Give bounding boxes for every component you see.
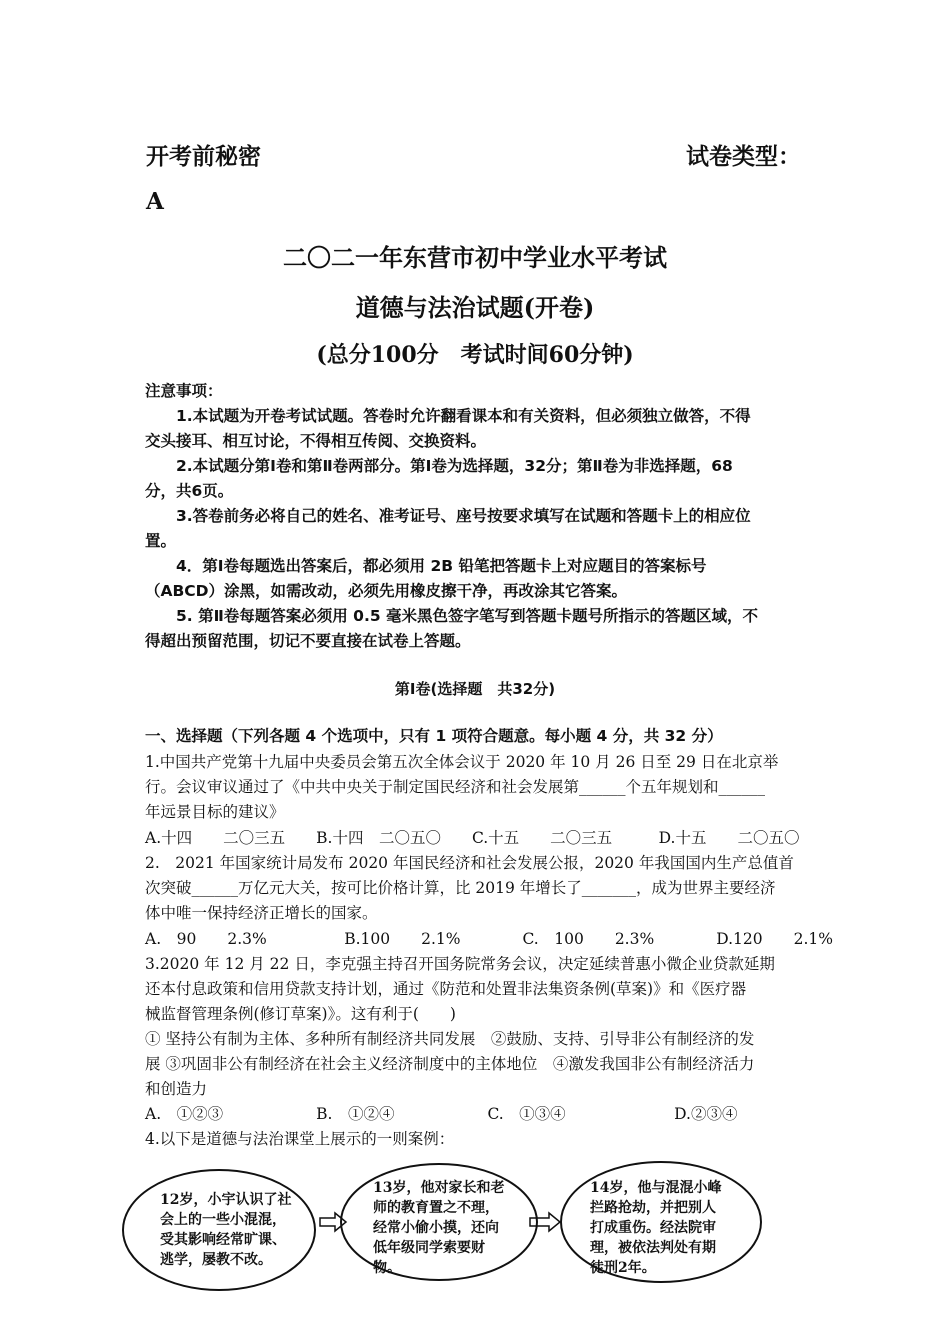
paper-type-label: 试卷类型：	[686, 143, 801, 170]
notice-line: 1.本试题为开卷考试试题。答卷时允许翻看课本和有关资料，但必须独立做答，不得	[176, 407, 751, 425]
question-line: 还本付息政策和信用贷款支持计划，通过《防范和处置非法集资条例(草案)》和《医疗器	[145, 980, 747, 998]
question-line: 1.中国共产党第十九届中央委员会第五次全体会议于 2020 年 10 月 26 日至 29 日在北京举	[145, 753, 779, 771]
paper-type-value: A	[146, 188, 164, 215]
question-line: 年远景目标的建议》	[145, 803, 285, 821]
notice-line: 2.本试题分第Ⅰ卷和第Ⅱ卷两部分。第Ⅰ卷为选择题，32分；第Ⅱ卷为非选择题，68	[176, 457, 733, 475]
question-options: A. 90 2.3% B.100 2.1% C. 100 2.3% D.120 2.1%	[145, 930, 833, 948]
notice-line: 4．第Ⅰ卷每题选出答案后，都必须用 2B 铅笔把答题卡上对应题目的答案标号	[176, 557, 707, 575]
notice-label: 注意事项：	[145, 382, 223, 400]
section1-title: 一、选择题（下列各题 4 个选项中，只有 1 项符合题意。每小题 4 分，共 32 分）	[145, 727, 723, 745]
question-line: 和创造力	[145, 1080, 208, 1098]
notice-line: 5. 第Ⅱ卷每题答案必须用 0.5 毫米黑色签字笔写到答题卡题号所指示的答题区域，不	[176, 607, 759, 625]
case-oval-3-text: 14岁，他与混混小峰 拦路抢劫，并把别人 打成重伤。经法院审 理，被依法判处有期 徒刑2年。	[590, 1180, 722, 1276]
notice-line: 交头接耳、相互讨论，不得相互传阅、交换资料。	[145, 432, 487, 450]
part1-title: 第Ⅰ卷(选择题 共32分)	[394, 680, 556, 698]
notice-line: 分，共6页。	[145, 482, 234, 500]
arrow-icon	[530, 1213, 560, 1231]
question-line: 械监督管理条例(修订草案)》。这有利于( )	[145, 1005, 456, 1023]
question-options: A.十四 二〇三五 B.十四 二〇五〇 C.十五 二〇三五 D.十五 二〇五〇	[145, 829, 800, 847]
question-line: ① 坚持公有制为主体、多种所有制经济共同发展 ②鼓励、支持、引导非公有制经济的发	[145, 1030, 755, 1048]
question-line: 3.2020 年 12 月 22 日，李克强主持召开国务院常务会议，决定延续普惠小微企业贷款延期	[145, 955, 775, 973]
question-line: 体中唯一保持经济正增长的国家。	[145, 904, 378, 922]
question-line: 4.以下是道德与法治课堂上展示的一则案例：	[145, 1130, 455, 1148]
question-line: 2. 2021 年国家统计局发布 2020 年国民经济和社会发展公报，2020 年我国国内生产总值首	[145, 854, 794, 872]
secret-label: 开考前秘密	[146, 143, 261, 170]
question-line: 展 ③巩固非公有制经济在社会主义经济制度中的主体地位 ④激发我国非公有制经济活力	[145, 1055, 755, 1073]
notice-line: 置。	[145, 532, 177, 550]
subject-title: 道德与法治试题(开卷)	[355, 293, 595, 322]
question-line: 次突破______万亿元大关，按可比价格计算，比 2019 年增长了_______，成为世界主要经济	[145, 879, 776, 897]
exam-title: 二〇二一年东营市初中学业水平考试	[283, 243, 667, 272]
notice-line: （ABCD）涂黑，如需改动，必须先用橡皮擦干净，再改涂其它答案。	[145, 582, 628, 600]
question-options: A. ①②③ B. ①②④ C. ①③④ D.②③④	[145, 1105, 738, 1123]
case-oval-2-text: 13岁，他对家长和老 师的教育置之不理， 经常小偷小摸，还向 低年级同学索要财 物。	[373, 1180, 505, 1276]
notice-line: 3.答卷前务必将自己的姓名、准考证号、座号按要求填写在试题和答题卡上的相应位	[176, 507, 751, 525]
case-oval-1-text: 12岁，小宇认识了社 会上的一些小混混， 受其影响经常旷课、 逃学，屡教不改。	[160, 1192, 292, 1268]
notice-line: 得超出预留范围，切记不要直接在试卷上答题。	[145, 632, 471, 650]
score-time-info: (总分100分 考试时间60分钟)	[316, 342, 634, 368]
question-line: 行。会议审议通过了《中共中央关于制定国民经济和社会发展第______个五年规划和______	[145, 778, 766, 796]
